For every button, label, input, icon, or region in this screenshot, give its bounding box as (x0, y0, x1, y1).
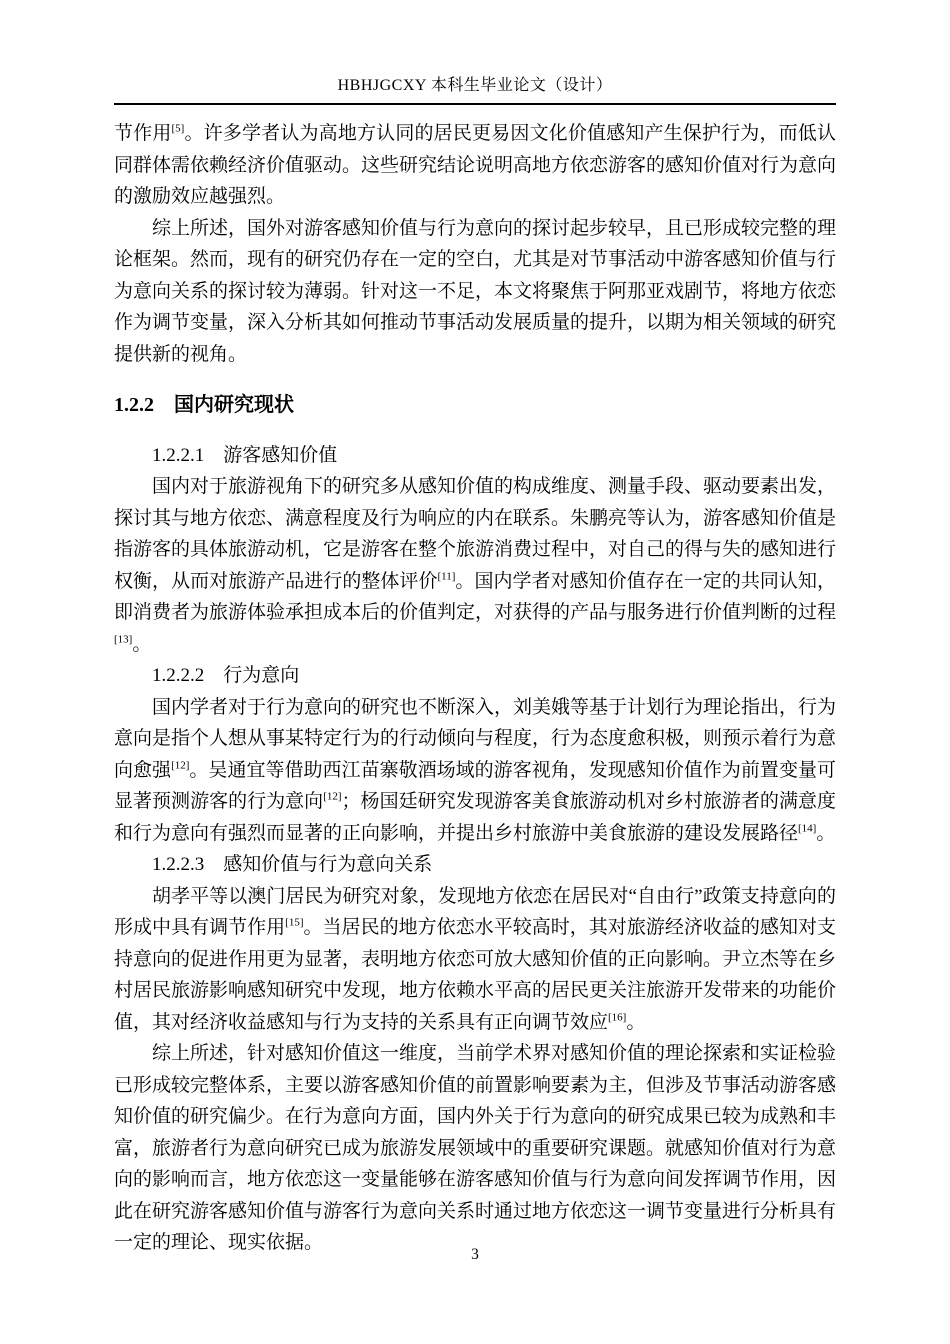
paragraph-relationship: 胡孝平等以澳门居民为研究对象，发现地方依恋在居民对“自由行”政策支持意向的形成中具有调节作用[15]。当居民的地方依恋水平较高时，其对旅游经济收益的感知对支持意向的促进作用更为显著，表明地方依恋可放大感知价值的正向影响。尹立杰等在乡村居民旅游影响感知研究中发现，地方依赖水平高的居民更关注旅游开发带来的功能价值，其对经济收益感知与行为支持的关系具有正向调节效应[16]。 (114, 885, 837, 1033)
document-body (114, 118, 836, 1259)
paragraph-continuation: 节作用[5]。许多学者认为高地方认同的居民更易因文化价值感知产生保护行为，而低认同群体需依赖经济价值驱动。这些研究结论说明高地方依恋游客的感知价值对行为意向的激励效应越强烈。 (114, 122, 837, 207)
subsection-heading-1-2-2-3: 1.2.2.3 感知价值与行为意向关系 (152, 854, 433, 875)
paragraph-behavior-intention: 国内学者对于行为意向的研究也不断深入，刘美娥等基于计划行为理论指出，行为意向是指个人想从事某特定行为的行动倾向与程度，行为态度愈积极，则预示着行为意向愈强[12]。吴通宜等借助西江苗寨敬酒场域的游客视角，发现感知价值作为前置变量可显著预测游客的行为意向[12]；杨国廷研究发现游客美食旅游动机对乡村旅游者的满意度和行为意向有强烈而显著的正向影响，并提出乡村旅游中美食旅游的建设发展路径[14]。 (114, 696, 837, 844)
header-divider (114, 103, 836, 105)
citation-ref: [12] (323, 790, 342, 803)
page-footer (0, 1246, 950, 1264)
paragraph-domestic-summary: 综上所述，针对感知价值这一维度，当前学术界对感知价值的理论探索和实证检验已形成较完整体系，主要以游客感知价值的前置影响要素为主，但涉及节事活动游客感知价值的研究偏少。在行为意向方面，国内外关于行为意向的研究成果已较为成熟和丰富，旅游者行为意向研究已成为旅游发展领域中的重要研究课题。就感知价值对行为意向的影响而言，地方依恋这一变量能够在游客感知价值与行为意向间发挥调节作用，因此在研究游客感知价值与游客行为意向关系时通过地方依恋这一调节变量进行分析具有一定的理论、现实依据。 (114, 1043, 837, 1253)
page-header (114, 0, 836, 105)
citation-ref: [5] (171, 122, 185, 135)
paragraph-perceived-value: 国内对于旅游视角下的研究多从感知价值的构成维度、测量手段、驱动要素出发，探讨其与地方依恋、满意程度及行为响应的内在联系。朱鹏亮等认为，游客感知价值是指游客的具体旅游动机，它是游客在整个旅游消费过程中，对自己的得与失的感知进行权衡，从而对旅游产品进行的整体评价[11]。国内学者对感知价值存在一定的共同认知，即消费者为旅游体验承担成本后的价值判定，对获得的产品与服务进行价值判断的过程[13]。 (114, 476, 837, 655)
citation-ref: [15] (285, 916, 304, 929)
citation-ref: [13] (114, 633, 133, 646)
subsection-heading-1-2-2-2: 1.2.2.2 行为意向 (152, 665, 300, 686)
citation-ref: [12] (171, 759, 190, 772)
paragraph-summary-foreign: 综上所述，国外对游客感知价值与行为意向的探讨起步较早，且已形成较完整的理论框架。然而，现有的研究仍存在一定的空白，尤其是对节事活动中游客感知价值与行为意向关系的探讨较为薄弱。针对这一不足，本文将聚焦于阿那亚戏剧节，将地方依恋作为调节变量，深入分析其如何推动节事活动发展质量的提升，以期为相关领域的研究提供新的视角。 (114, 217, 837, 365)
citation-ref: [16] (608, 1011, 627, 1024)
citation-ref: [14] (798, 822, 817, 835)
page-number: 3 (471, 1246, 479, 1263)
citation-ref: [11] (437, 570, 456, 583)
header-title: HBHJGCXY 本科生毕业论文（设计） (337, 77, 613, 94)
subsection-heading-1-2-2-1: 1.2.2.1 游客感知价值 (152, 444, 338, 466)
section-heading-1-2-2: 1.2.2 国内研究现状 (114, 394, 294, 416)
